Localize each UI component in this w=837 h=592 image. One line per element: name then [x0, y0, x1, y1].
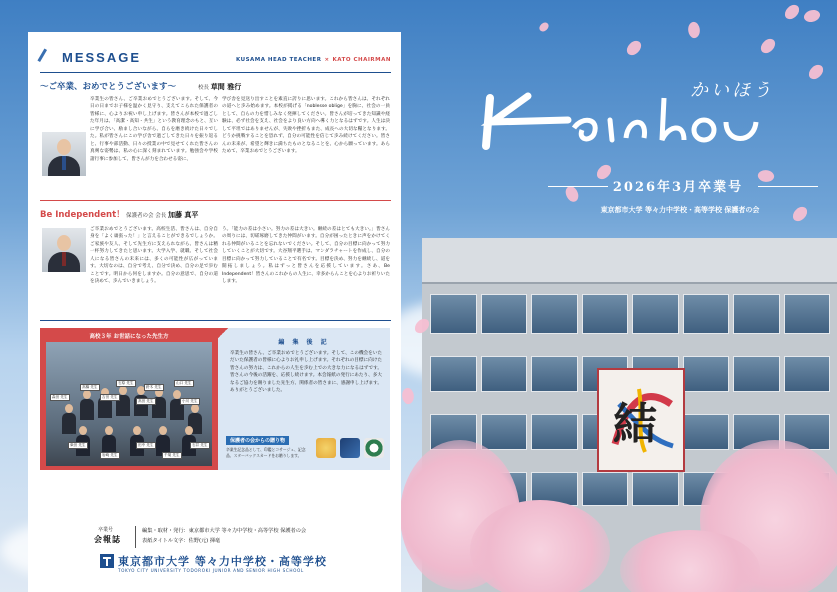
teachers-caption: 高校３年 お世話になった先生方	[89, 334, 169, 340]
principal-photo	[42, 132, 86, 176]
principal-text-left: 卒業生の皆さん、ご卒業おめでとうございます。そして、今日の日までお子様を温かく見守り、支えてこられた保護者の皆様に、心よりお祝い申し上げます。皆さんが本校で過ごした年月は、「高潔・高知・共生」という教育理念のもと、互いに学び合い、励まし合いながら、自らを磨き続けた日々でした。私が皆さんにこの学び舎で過ごしてきた日々を振り返ると、行事や部活動、日々の授業の中で見せてくれた皆さんの真剣な姿勢は、私の心に深く刻まれています。勉強会や学校諸行事に参加して、皆さんが力を合わせる姿に、	[90, 97, 218, 162]
starbucks-card-image	[364, 438, 384, 458]
message-panel	[28, 32, 401, 518]
footer-label-top: 卒業号	[98, 527, 114, 533]
window-row	[430, 294, 830, 334]
chairman-heading: Be Independent！	[40, 210, 125, 220]
header-rule	[40, 72, 391, 73]
banner-kanji: 結	[613, 399, 657, 450]
teacher-name-tag: 石井 先生	[192, 443, 208, 447]
teachers-box	[40, 328, 218, 470]
seal-case-image	[340, 438, 360, 458]
section-rule	[40, 320, 391, 321]
logo-kana: かいほう	[690, 80, 774, 101]
principal-heading: ～ご卒業、おめでとうございます～	[40, 82, 177, 92]
section-rule	[40, 200, 391, 201]
teacher-name-tag: 高田 先生	[138, 399, 154, 403]
school-name: 東京都市大学 等々力中学校・高等学校	[118, 555, 327, 568]
teacher-name-tag: 田中 先生	[138, 443, 154, 447]
message-title: MESSAGE	[62, 50, 142, 65]
chairman-text-left: ご卒業おめでとうございます。高校生活、皆さんは、自分自身を「よく頑張った！」と言えることができるでしょうか。ご家族や友人、そして先生方に支えられながら、皆さんは精一杯努力してきたと思います。大学入学、就職、そして社会人になる皆さんの未来には、多くの可能性が広がっています。大切なのは、自分で考え、自分で決め、自分の足で歩むことです。明日から何をしますか。自分の意思で、自分の道を決めて、歩んでいきましょう。	[90, 227, 218, 285]
corsage-image	[316, 438, 336, 458]
issue-divider-right	[758, 186, 818, 187]
chairman-byline: 保護者の会 会長 加藤 真平	[126, 211, 199, 219]
footer-label-main: 会報誌	[94, 535, 121, 544]
teacher-name-tag: 山口 先生	[176, 381, 192, 385]
teacher-name-tag: 森田 先生	[52, 395, 68, 399]
teacher-name-tag: 鈴木 先生	[146, 385, 162, 389]
gift-text: 卒業生記念品として、印鑑とコサージュ、記念品、スターバックスカードをお贈りします。	[226, 447, 306, 458]
teacher-name-tag: 高橋 先生	[82, 385, 98, 389]
teacher-name-tag: 吉田 先生	[102, 395, 118, 399]
footer-info-title-credit: 表紙タイトル文字：佐野(元) 揮毫	[142, 538, 221, 544]
editor-caption: 編 集 後 記	[278, 339, 330, 346]
school-name-en: TOKYO CITY UNIVERSITY TODOROKI JUNIOR AND SENIOR HIGH SCHOOL	[118, 568, 304, 573]
footer-divider	[135, 526, 136, 548]
chairman-text-right: う。「能力の差は小さい。努力の差は大きい。継続の差はとても大きい。」皆さんの周りには、切磋琢磨してきた仲間がいます。自分が困ったときに声をかけてくれる仲間がいることを忘れないでください。そして、自分の目標に向かって努力していくことが大切です。大谷翔平選手は、マンダラチャートを作成し、自分の目標に向かって努力していることで有名です。目標を決め、努力を継続し、道を開拓しましょう。私はずっと皆さんを応援しています。さあ、Be Independent！皆さんのこれからの人生に、幸多からんことを心よりお祈りいたします。	[222, 227, 390, 285]
school-logo-icon	[100, 554, 114, 568]
pen-icon	[37, 48, 56, 67]
message-subtitle: KUSAMA HEAD TEACHER × KATO CHAIRMAN	[235, 57, 391, 63]
editor-notes-box	[218, 328, 390, 470]
org-name: 東京都市大学 等々力中学校・高等学校 保護者の会	[600, 206, 760, 214]
teacher-name-tag: 岩崎 先生	[102, 453, 118, 457]
principal-byline: 校長 草間 雅行	[198, 83, 242, 91]
message-header	[40, 50, 141, 65]
principal-text-right: 学び舎を見送り出すことを素直に誇りに思います。これから皆さんは、それぞれの道へと歩み始めます。本校が掲げる「noblesse oblige」を胸に、社会の一員として、自らの力を惜しみなく発揮してください。皆さんが培ってきた知識や経験は、必ず社会を支え、社会をより良い方向へ導く力となるはずです。人生は決して平坦ではありませんが、失敗や挫折もまた、成長への大切な糧となります。どうか挑戦することを恐れず、自分の可能性を信じて歩み続けてください。皆さんの未来が、希望と輝きに満ちたものとなることを、心から願っています。あらためて、卒業おめでとうございます。	[222, 97, 390, 155]
teacher-name-tag: 千葉 先生	[164, 453, 180, 457]
editor-text: 卒業生の皆さん、ご卒業おめでとうございます。そして、この機会をいただいた保護者の皆様に心よりお礼申し上げます。それぞれの目標に向けた皆さんの努力は、これからの人生を歩む上での大きな力になるはずです。皆さんの今後の活躍を、応援し続けます。本会報紙の発行にあたり、多大なるご協力を賜りました先生方、関係者の皆さまに、感謝申し上げます。ありがとうございました。	[230, 351, 382, 394]
hanging-banner	[597, 368, 685, 472]
teacher-name-tag: 石原 先生	[118, 381, 134, 385]
teacher-name-tag: 小川 先生	[182, 399, 198, 403]
issue-label: 2026年3月卒業号	[612, 180, 744, 195]
gift-title: 保護者の会からの贈り物	[226, 436, 289, 445]
footer-info-publisher: 編集・取材・発行：東京都市大学 等々力中学校・高等学校 保護者の会	[142, 528, 307, 534]
building-roof	[422, 238, 837, 284]
chairman-photo	[42, 228, 86, 272]
cherry-blossom	[470, 500, 610, 592]
footer	[28, 518, 401, 592]
teacher-name-tag: 柴田 先生	[70, 443, 86, 447]
